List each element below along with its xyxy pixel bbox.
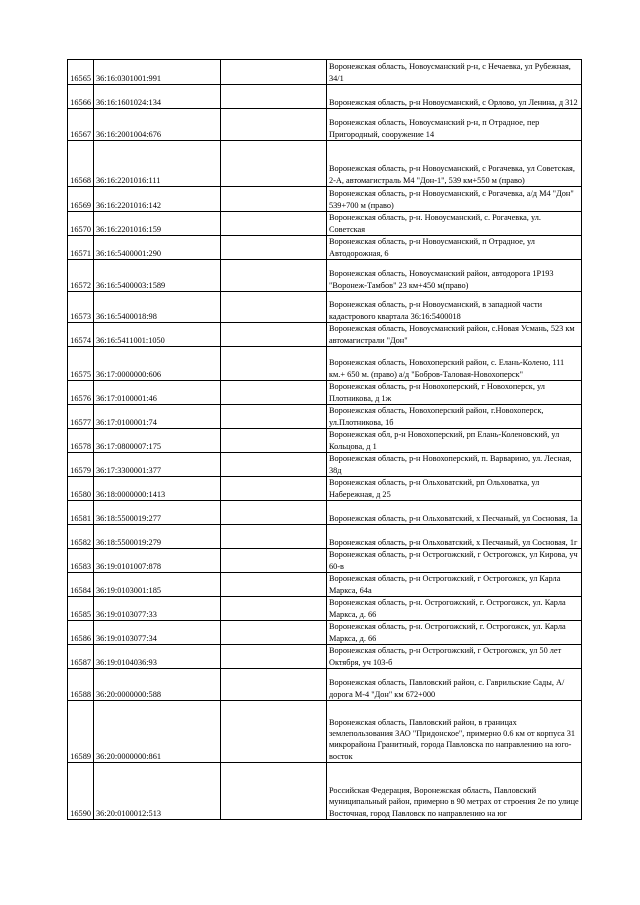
empty-cell (221, 669, 327, 701)
empty-cell (221, 429, 327, 453)
address-cell: Воронежская область, Новоусманский район, автодорога 1Р193 "Воронеж-Тамбов" 23 км+450 м(право) (327, 260, 582, 292)
table-row (68, 573, 582, 597)
empty-cell (221, 621, 327, 645)
address-cell: Воронежская обл, р-н Новохоперский, рп Елань-Коленовский, ул Кольцова, д 1 (327, 429, 582, 453)
cadastral-number-cell: 36:19:0104036:93 (94, 645, 221, 669)
empty-cell (221, 405, 327, 429)
empty-cell (221, 60, 327, 85)
address-cell: Воронежская область, р-н Ольховатский, рп Ольховатка, ул Набережная, д 25 (327, 477, 582, 501)
address-cell: Воронежская область, Павловский район, с. Гаврильские Сады, А/дорога М-4 "Дон" км 672+000 (327, 669, 582, 701)
row-number-cell: 16586 (68, 621, 94, 645)
empty-cell (221, 453, 327, 477)
cadastral-number-cell: 36:16:5400001:290 (94, 236, 221, 260)
row-number-cell: 16577 (68, 405, 94, 429)
table-row (68, 429, 582, 453)
table-row (68, 109, 582, 141)
table-row (68, 405, 582, 429)
row-number-cell: 16585 (68, 597, 94, 621)
table-row (68, 236, 582, 260)
row-number-cell: 16576 (68, 381, 94, 405)
table-row (68, 60, 582, 85)
cadastral-number-cell: 36:16:2201016:159 (94, 212, 221, 236)
registry-table-body (68, 60, 582, 820)
cadastral-number-cell: 36:16:0301001:991 (94, 60, 221, 85)
table-row (68, 763, 582, 820)
cadastral-number-cell: 36:19:0103077:33 (94, 597, 221, 621)
address-cell: Воронежская область, р-н Новоусманский, с Орлово, ул Ленина, д 312 (327, 85, 582, 109)
address-cell: Воронежская область, р-н Новоусманский, с Рогачевка, а/д М4 "Дон" 539+700 м (право) (327, 187, 582, 212)
table-row (68, 85, 582, 109)
empty-cell (221, 573, 327, 597)
table-row (68, 525, 582, 549)
cadastral-number-cell: 36:16:5411001:1050 (94, 323, 221, 347)
address-cell: Воронежская область, р-н Острогожский, г Острогожск, ул Карла Маркса, 64а (327, 573, 582, 597)
cadastral-number-cell: 36:19:0103001:185 (94, 573, 221, 597)
address-cell: Воронежская область, р-н Новоусманский, п Отрадное, ул Автодорожная, 6 (327, 236, 582, 260)
address-cell: Воронежская область, р-н Новоусманский, с Рогачевка, ул Советская, 2-А, автомагистраль М4 "Дон-1", 539 км+550 м (право) (327, 141, 582, 187)
row-number-cell: 16583 (68, 549, 94, 573)
table-row (68, 292, 582, 323)
row-number-cell: 16569 (68, 187, 94, 212)
empty-cell (221, 381, 327, 405)
address-cell: Воронежская область, Новоусманский р-н, п Отрадное, пер Пригородный, сооружение 14 (327, 109, 582, 141)
cadastral-number-cell: 36:16:2201016:142 (94, 187, 221, 212)
empty-cell (221, 212, 327, 236)
address-cell: Воронежская область, р-н Новохоперский, п. Варварино, ул. Лесная, 38д (327, 453, 582, 477)
row-number-cell: 16570 (68, 212, 94, 236)
cadastral-number-cell: 36:17:3300001:377 (94, 453, 221, 477)
table-row (68, 141, 582, 187)
row-number-cell: 16566 (68, 85, 94, 109)
empty-cell (221, 763, 327, 820)
address-cell: Воронежская область, Новоусманский район, с.Новая Усмань, 523 км автомагистрали "Дон" (327, 323, 582, 347)
row-number-cell: 16567 (68, 109, 94, 141)
table-row (68, 501, 582, 525)
address-cell: Воронежская область, Павловский район, в границах землепользования ЗАО "Придонское", примерно 0.6 км от корпуса 31 микрорайона Гранитный, города Павловска по направлению на юго-восток (327, 701, 582, 763)
row-number-cell: 16582 (68, 525, 94, 549)
table-row (68, 381, 582, 405)
empty-cell (221, 187, 327, 212)
table-row (68, 669, 582, 701)
address-cell: Воронежская область, р-н. Острогожский, г. Острогожск, ул. Карла Маркса, д. 66 (327, 621, 582, 645)
address-cell: Воронежская область, р-н Ольховатский, х Песчаный, ул Сосновая, 1г (327, 525, 582, 549)
empty-cell (221, 645, 327, 669)
cadastral-number-cell: 36:18:5500019:277 (94, 501, 221, 525)
table-row (68, 323, 582, 347)
address-cell: Воронежская область, р-н Ольховатский, х Песчаный, ул Сосновая, 1а (327, 501, 582, 525)
cadastral-number-cell: 36:17:0100001:46 (94, 381, 221, 405)
empty-cell (221, 260, 327, 292)
table-row (68, 645, 582, 669)
row-number-cell: 16581 (68, 501, 94, 525)
cadastral-number-cell: 36:17:0800007:175 (94, 429, 221, 453)
table-row (68, 187, 582, 212)
row-number-cell: 16568 (68, 141, 94, 187)
cadastral-number-cell: 36:16:2201016:111 (94, 141, 221, 187)
cadastral-number-cell: 36:20:0000000:588 (94, 669, 221, 701)
address-cell: Воронежская область, р-н. Острогожский, г. Острогожск, ул. Карла Маркса, д. 66 (327, 597, 582, 621)
empty-cell (221, 141, 327, 187)
address-cell: Воронежская область, р-н Новохоперский, г Новохоперск, ул Плотникова, д 1ж (327, 381, 582, 405)
row-number-cell: 16574 (68, 323, 94, 347)
table-row (68, 212, 582, 236)
empty-cell (221, 292, 327, 323)
row-number-cell: 16572 (68, 260, 94, 292)
empty-cell (221, 236, 327, 260)
cadastral-number-cell: 36:16:2001004:676 (94, 109, 221, 141)
row-number-cell: 16589 (68, 701, 94, 763)
cadastral-number-cell: 36:19:0101007:878 (94, 549, 221, 573)
cadastral-number-cell: 36:18:0000000:1413 (94, 477, 221, 501)
address-cell: Воронежская область, р-н Острогожский, г Острогожск, ул 50 лет Октября, уч 103-б (327, 645, 582, 669)
address-cell: Воронежская область, р-н Острогожский, г Острогожск, ул Кирова, уч 60-в (327, 549, 582, 573)
empty-cell (221, 525, 327, 549)
table-row (68, 260, 582, 292)
empty-cell (221, 347, 327, 381)
row-number-cell: 16578 (68, 429, 94, 453)
empty-cell (221, 549, 327, 573)
cadastral-number-cell: 36:16:1601024:134 (94, 85, 221, 109)
registry-table (67, 59, 582, 820)
row-number-cell: 16575 (68, 347, 94, 381)
address-cell: Воронежская область, Новохоперский район, г.Новохоперск, ул.Плотникова, 1б (327, 405, 582, 429)
row-number-cell: 16571 (68, 236, 94, 260)
table-row (68, 701, 582, 763)
address-cell: Воронежская область, Новоусманский р-н, с Нечаевка, ул Рубежная, 34/1 (327, 60, 582, 85)
address-cell: Воронежская область, р-н. Новоусманский, с. Рогачевка, ул. Советская (327, 212, 582, 236)
empty-cell (221, 501, 327, 525)
cadastral-number-cell: 36:17:0000000:606 (94, 347, 221, 381)
table-row (68, 549, 582, 573)
table-row (68, 477, 582, 501)
row-number-cell: 16587 (68, 645, 94, 669)
address-cell: Воронежская область, Новохоперский район, с. Елань-Колено, 111 км.+ 650 м. (право) а/д "Бобров-Таловая-Новохоперск" (327, 347, 582, 381)
address-cell: Воронежская область, р-н Новоусманский, в западной части кадастрового квартала 36:16:5400018 (327, 292, 582, 323)
row-number-cell: 16573 (68, 292, 94, 323)
cadastral-number-cell: 36:20:0000000:861 (94, 701, 221, 763)
row-number-cell: 16579 (68, 453, 94, 477)
address-cell: Российская Федерация, Воронежская область, Павловский муниципальный район, примерно в 90 метрах от строения 2е по улице Восточная, город Павловск по направлению на юг (327, 763, 582, 820)
table-row (68, 347, 582, 381)
row-number-cell: 16565 (68, 60, 94, 85)
empty-cell (221, 597, 327, 621)
cadastral-number-cell: 36:17:0100001:74 (94, 405, 221, 429)
empty-cell (221, 323, 327, 347)
row-number-cell: 16584 (68, 573, 94, 597)
empty-cell (221, 701, 327, 763)
cadastral-number-cell: 36:16:5400018:98 (94, 292, 221, 323)
cadastral-number-cell: 36:16:5400003:1589 (94, 260, 221, 292)
empty-cell (221, 477, 327, 501)
table-row (68, 453, 582, 477)
table-row (68, 621, 582, 645)
row-number-cell: 16580 (68, 477, 94, 501)
row-number-cell: 16590 (68, 763, 94, 820)
empty-cell (221, 85, 327, 109)
cadastral-number-cell: 36:18:5500019:279 (94, 525, 221, 549)
empty-cell (221, 109, 327, 141)
row-number-cell: 16588 (68, 669, 94, 701)
cadastral-number-cell: 36:20:0100012:513 (94, 763, 221, 820)
cadastral-number-cell: 36:19:0103077:34 (94, 621, 221, 645)
table-row (68, 597, 582, 621)
